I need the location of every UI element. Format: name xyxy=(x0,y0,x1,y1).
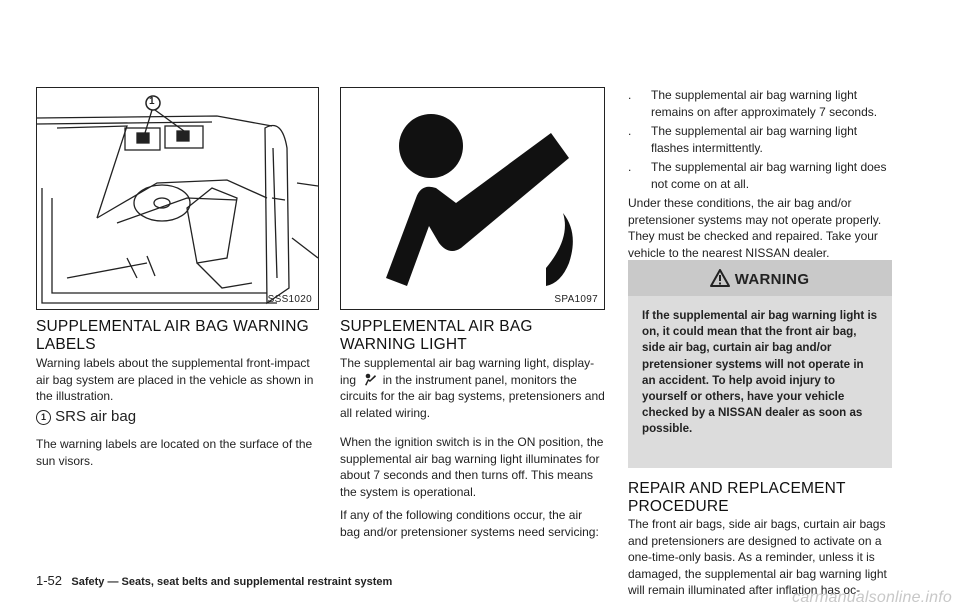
occupant-head xyxy=(399,114,463,178)
paragraph-labels-location: The warning labels are located on the surface of the sun visors. xyxy=(36,437,313,468)
paragraph-line-with-icon xyxy=(340,372,605,422)
paragraph-line: The supplemental air bag warning light, display- xyxy=(340,356,595,370)
section-title: Safety — Seats, seat belts and supplemental restraint system xyxy=(71,576,393,588)
section-heading-repair: REPAIR AND REPLACEMENT PROCEDURE xyxy=(628,480,846,515)
paragraph-conditions: If any of the following conditions occur, the air bag and/or pretensioner systems need servicing: xyxy=(340,508,599,539)
figure-code: SPA1097 xyxy=(554,294,598,305)
airbag-arc xyxy=(546,213,573,286)
page-footer xyxy=(36,573,392,588)
airbag-warning-light-icon xyxy=(363,373,377,386)
figure-sun-visor-labels xyxy=(36,87,319,310)
warning-text: If the supplemental air bag warning light is on, it could mean that the front air bag, side air bag, curtain air bag and/or pretensioner systems will not operate in an accident. To help avoid injury to yourself or others, have your vehicle checked by a NISSAN dealer as soon as possible. xyxy=(642,309,878,436)
airbag-warning-symbol xyxy=(341,88,604,309)
paragraph-light-intro xyxy=(340,355,605,421)
paragraph-ignition: When the ignition switch is in the ON position, the supplemental air bag warning light illuminates for about 7 seconds and then turns off. This means the system is operational. xyxy=(340,435,604,499)
paragraph-repair: The front air bags, side air bags, curtain air bags and pretensioners are designed to activate on a one-time-only basis. As a reminder, unless it is damaged, the supplemental air bag warning light will remain illuminated after inflation has oc- xyxy=(628,517,887,597)
paragraph-labels-intro: Warning labels about the supplemental front-impact air bag system are placed in the vehicle as shown in the illustration. xyxy=(36,356,314,403)
callout-number: 1 xyxy=(149,96,155,107)
figure-code: SSS1020 xyxy=(267,294,312,305)
warning-box xyxy=(628,260,892,468)
watermark: carmanualsonline.info xyxy=(792,589,952,606)
bullet-item: . The supplemental air bag warning light remains on after approximately 7 seconds. xyxy=(628,88,878,119)
car-interior-illustration xyxy=(37,88,318,309)
section-heading-labels: SUPPLEMENTAL AIR BAG WARNING LABELS xyxy=(36,318,309,353)
paragraph-word: ing xyxy=(340,372,357,387)
paragraph-continuation: in the instrument panel, monitors the circuits for the air bag systems, pretensioners and all related wiring. xyxy=(340,372,605,420)
warning-header xyxy=(628,260,892,296)
warning-title: WARNING xyxy=(734,271,810,288)
bullet-item: . The supplemental air bag warning light flashes intermittently. xyxy=(628,124,858,155)
item-number-circle: 1 xyxy=(36,410,51,425)
page-number: 1-52 xyxy=(36,573,63,588)
item-srs-air-bag xyxy=(36,408,136,425)
figure-airbag-symbol xyxy=(340,87,605,310)
section-heading-light: SUPPLEMENTAL AIR BAG WARNING LIGHT xyxy=(340,318,533,353)
bullet-item: . The supplemental air bag warning light does not come on at all. xyxy=(628,160,887,191)
item-label: SRS air bag xyxy=(55,408,137,425)
paragraph-under-conditions: Under these conditions, the air bag and/or pretensioner systems may not operate properly. They must be checked and repaired. Take your vehicle to the nearest NISSAN dealer. xyxy=(628,196,882,260)
